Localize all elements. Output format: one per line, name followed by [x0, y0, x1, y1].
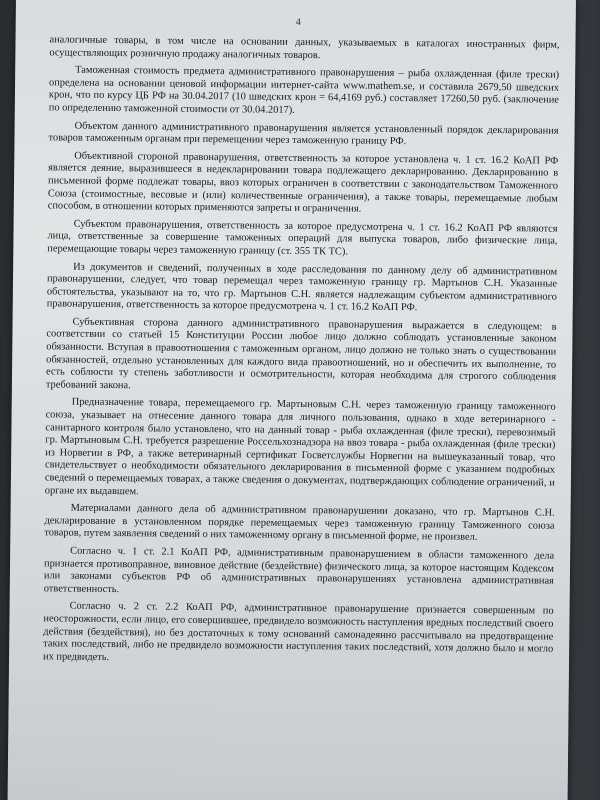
document-body: [43, 34, 560, 674]
paragraph-10: Согласно ч. 1 ст. 2.1 КоАП РФ, административным правонарушением в области таможенного дела признается противоправное, виновное действие (бездействие) физического лица, за которое настоящим Кодексом или законами субъектов РФ об административных правонарушениях установлена административная ответственность.: [43, 545, 555, 595]
page-number: 4: [295, 16, 301, 28]
paragraph-6: Из документов и сведений, полученных в ходе расследования по данному делу об административном правонарушении, следует, что товар перемещал через таможенную границу гр. Мартынов С.Н. Указанные обстоятельства, указывают на то, что гр. Мартынов С.Н. является надлежащим субъектом административного правонарушения, ответственность за которое предусмотрена ч. 1 ст. 16.2 КоАП РФ.: [46, 261, 558, 314]
document-page: [7, 0, 576, 800]
paragraph-5: Субъектом правонарушения, ответственность за которое предусмотрена ч. 1 ст. 16.2 КоАП РФ являются лица, ответственные за совершение таможенных операций для выпуска товаров, либо физические лица, перемещающие товары через таможенную границу (ст. 355 ТК ТС).: [47, 218, 558, 258]
paragraph-11: Согласно ч. 2 ст. 2.2 КоАП РФ, административное правонарушение признается совершенным по неосторожности, если лицо, его совершившее, предвидело возможность наступления вредных последствий своего действия (бездействия), но без достаточных к тому оснований самонадеянно рассчитывало на предотвращение таких последствий, либо не предвидело возможности наступления таких последствий, хотя должно было и могло их предвидеть.: [43, 600, 554, 663]
paragraph-2: Таможенная стоимость предмета административного правонарушения – рыба охлажденная (филе трески) определена на основании ценовой информации интернет-сайта www.mathem.se, и составила 2679,50 шведских крон, что по курсу ЦБ РФ на 30.04.2017 (10 шведских крон = 64,4169 руб.) составляет 17260,50 руб. (заключение по определению таможенной стоимости от 30.04.2017).: [48, 64, 560, 116]
paragraph-4: Объективной стороной правонарушения, ответственность за которое установлена ч. 1 ст. 16.2 КоАП РФ является деяние, выразившееся в недекларировании товара подлежащего декларированию. Декларированию в письменной форме подлежат товары, ввоз которых ограничен в соответствии с законодательством Таможенного Союза (стоимостные, весовые и (или) количественные ограничения), а также товары, перемещаемые любым способом, в отношении которых применяются запреты и ограничения.: [47, 150, 559, 215]
paragraph-9: Материалами данного дела об административном правонарушении доказано, что гр. Мартынов С.Н. декларирование в установленном порядке перемещаемых через таможенную границу Таможенного союза товаров, путем заявления сведений о них таможенному органу в письменной форме, не произвел.: [44, 502, 555, 544]
paragraph-3: Объектом данного административного правонарушения является установленный порядок декларирования товаров таможенным органам при перемещении через таможенную границу РФ.: [48, 120, 559, 148]
paragraph-1: аналогичные товары, в том числе на основании данных, указываемых в каталогах иностранных фирм, осуществляющих розничную продажу аналогичных товаров.: [49, 34, 560, 61]
paragraph-7: Субъективная сторона данного административного правонарушения выражается в следующем: в соответствии со статьей 15 Конституции России любое лицо должно соблюдать установленные законом обязанности. Вступая в правоотношения с таможенным органом, лицо должно не только знать о существовании обязанностей, отдельно установленных для каждого вида правоотношений, но и обеспечить их выполнение, то есть соблюсти ту степень заботливости и осмотрительности, которая необходима для строгого соблюдения требований закона.: [45, 316, 557, 392]
paragraph-8: Предназначение товара, перемещаемого гр. Мартыновым С.Н. через таможенную границу таможенного союза, указывает на отнесение данного товара для личного пользования, однако в ходе ветеринарного - санитарного контроля было установлено, что на данный товар - рыба охлажденная (филе трески), перевозимый гр. Мартыновым С.Н. требуется разрешение Россельхознадзора на ввоз товара - рыба охлажденная (филе трески) из Норвегии в РФ, а также ветеринарный сертификат Госветслужбы Норвегии на вышеуказанный товар, что свидетельствует о необходимости обязательного декларирования в письменной форме с указанием подробных сведений о перемещаемых товарах, а также сведения о документах, подтверждающих соблюдение ограничений, и органе их выдавшем.: [44, 397, 556, 497]
